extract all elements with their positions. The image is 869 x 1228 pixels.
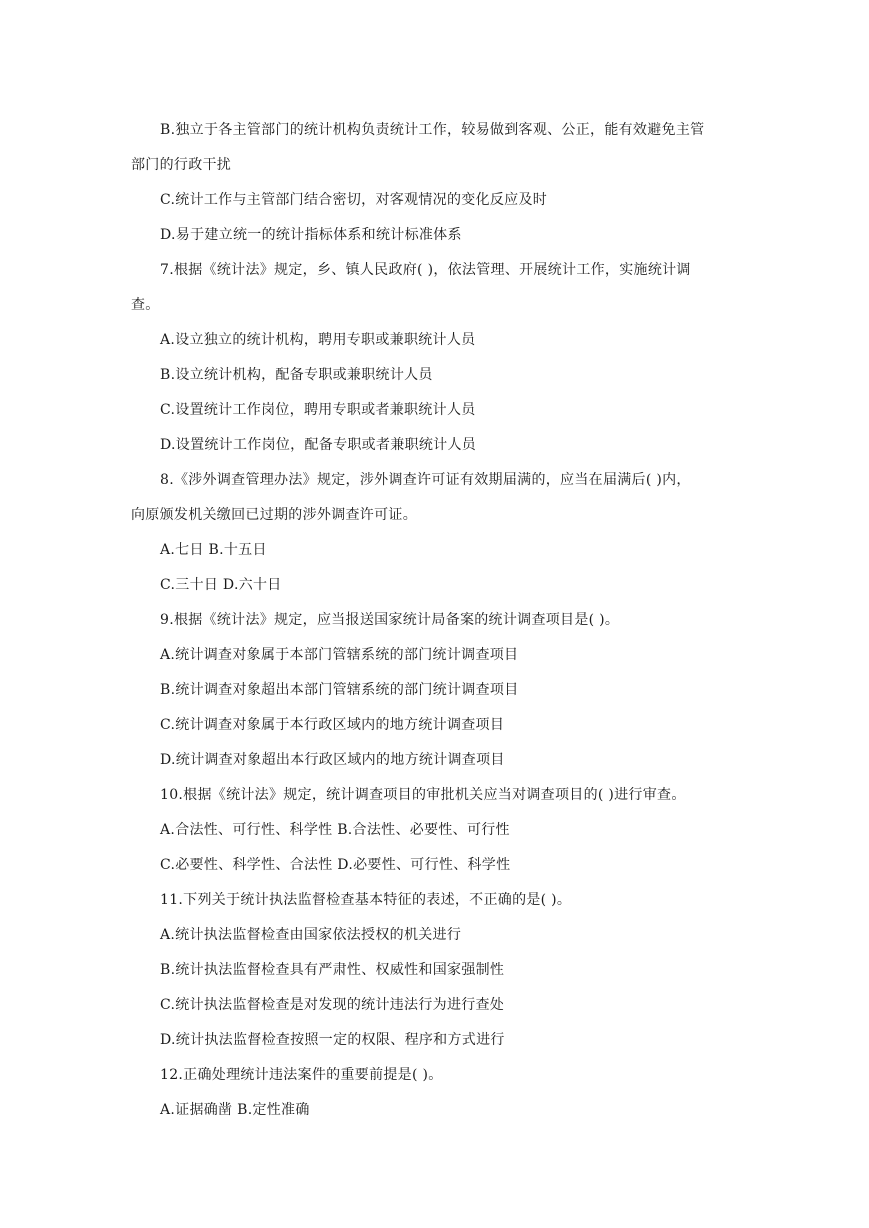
options-ab-q8: A.七日 B.十五日 — [160, 542, 267, 558]
option-c-q9: C.统计调查对象属于本行政区域内的地方统计调查项目 — [160, 717, 505, 733]
question-8-line1: 8.《涉外调查管理办法》规定，涉外调查许可证有效期届满的，应当在届满后( )内， — [160, 472, 691, 488]
option-b-q9: B.统计调查对象超出本部门管辖系统的部门统计调查项目 — [160, 682, 519, 698]
options-ab-q12: A.证据确凿 B.定性准确 — [160, 1102, 310, 1118]
option-c-q6: C.统计工作与主管部门结合密切，对客观情况的变化反应及时 — [160, 192, 548, 208]
option-b-q6-line2: 部门的行政干扰 — [131, 157, 232, 173]
question-12: 12.正确处理统计违法案件的重要前提是( )。 — [160, 1067, 443, 1083]
question-8-line2: 向原颁发机关缴回已过期的涉外调查许可证。 — [131, 507, 417, 523]
option-a-q11: A.统计执法监督检查由国家依法授权的机关进行 — [160, 927, 462, 943]
question-7-line1: 7.根据《统计法》规定，乡、镇人民政府( )，依法管理、开展统计工作，实施统计调 — [160, 262, 691, 278]
option-c-q7: C.设置统计工作岗位，聘用专职或者兼职统计人员 — [160, 402, 476, 418]
option-c-q11: C.统计执法监督检查是对发现的统计违法行为进行查处 — [160, 997, 505, 1013]
options-cd-q8: C.三十日 D.六十日 — [160, 577, 282, 593]
option-d-q11: D.统计执法监督检查按照一定的权限、程序和方式进行 — [160, 1032, 505, 1048]
option-d-q9: D.统计调查对象超出本行政区域内的地方统计调查项目 — [160, 752, 505, 768]
options-ab-q10: A.合法性、可行性、科学性 B.合法性、必要性、可行性 — [160, 822, 510, 838]
question-10: 10.根据《统计法》规定，统计调查项目的审批机关应当对调查项目的( )进行审查。 — [160, 787, 686, 803]
question-7-line2: 查。 — [131, 297, 160, 313]
option-a-q9: A.统计调查对象属于本部门管辖系统的部门统计调查项目 — [160, 647, 519, 663]
option-b-q6-line1: B.独立于各主管部门的统计机构负责统计工作，较易做到客观、公正，能有效避免主管 — [160, 122, 705, 138]
option-d-q7: D.设置统计工作岗位，配备专职或者兼职统计人员 — [160, 437, 477, 453]
options-cd-q10: C.必要性、科学性、合法性 D.必要性、可行性、科学性 — [160, 857, 511, 873]
option-b-q11: B.统计执法监督检查具有严肃性、权威性和国家强制性 — [160, 962, 505, 978]
option-a-q7: A.设立独立的统计机构，聘用专职或兼职统计人员 — [160, 332, 476, 348]
option-d-q6: D.易于建立统一的统计指标体系和统计标准体系 — [160, 227, 462, 243]
option-b-q7: B.设立统计机构，配备专职或兼职统计人员 — [160, 367, 433, 383]
question-9: 9.根据《统计法》规定，应当报送国家统计局备案的统计调查项目是( )。 — [160, 612, 620, 628]
question-11: 11.下列关于统计执法监督检查基本特征的表述，不正确的是( )。 — [160, 892, 572, 908]
